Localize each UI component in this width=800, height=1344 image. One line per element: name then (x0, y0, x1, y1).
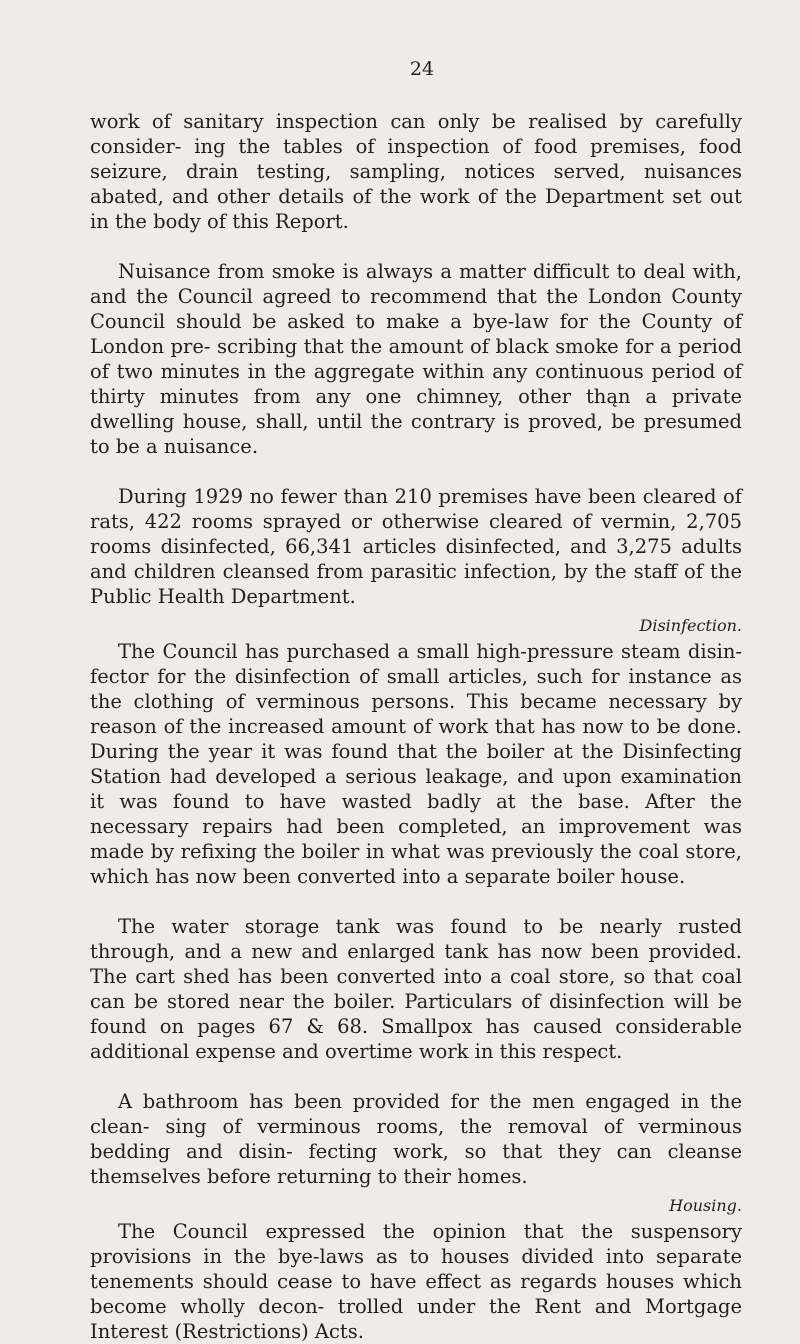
paragraph-spacer (90, 459, 742, 484)
paragraph-water-tank: The water storage tank was found to be nearly rusted through, and a new and enlarged tank has now been provided. The cart shed has been converted into a coal store, so that coal can be stored near the boiler. Particulars of disinfection will be found on pages 67 & 68. Smallpox has caused considerable additional expense and overtime work in this respect. (90, 915, 742, 1063)
paragraph-spacer (90, 234, 742, 259)
paragraph-spacer (90, 889, 742, 914)
side-heading-housing: Housing. (669, 1196, 742, 1215)
page-number: 24 (409, 58, 435, 80)
paragraph-smoke-nuisance: Nuisance from smoke is always a matter difficult to deal with, and the Council agreed to recommend that the London County Council should be asked to make a bye-law for the County of London pre- scribing that the amount of black smoke for a period of two minutes in the aggregate within any continuous period of thirty minutes from any one chimney, other thąn a private dwelling house, shall, until the contrary is proved, be presumed to be a nuisance. (90, 260, 742, 458)
paragraph-spacer (90, 1064, 742, 1089)
side-heading-disinfection: Disinfection. (639, 616, 742, 635)
paragraph-bathroom: A bathroom has been provided for the men engaged in the clean- sing of verminous rooms, the removal of verminous bedding and disin- fecting work, so that they can cleanse themselves before returning to their homes. (90, 1090, 742, 1188)
paragraph-steam-disinfector: The Council has purchased a small high-pressure steam disin- fector for the disinfection of small articles, such for instance as the clothing of verminous persons. This became necessary by reason of the increased amount of work that has now to be done. During the year it was found that the boiler at the Disinfecting Station had developed a serious leakage, and upon examination it was found to have wasted badly at the base. After the necessary repairs had been completed, an improvement was made by refixing the boiler in what was previously the coal store, which has now been converted into a separate boiler house. (90, 640, 742, 888)
paragraph-suspensory-provisions: The Council expressed the opinion that the suspensory provisions in the bye-laws as to houses divided into separate tenements should cease to have effect as regards houses which become wholly decon- trolled under the Rent and Mortgage Interest (Restrictions) Acts. (90, 1220, 742, 1343)
paragraph-sanitary-inspection: work of sanitary inspection can only be realised by carefully consider- ing the tables of inspection of food premises, food seizure, drain testing, sampling, notices served, nuisances abated, and other details of the work of the Department set out in the body of this Report. (90, 110, 742, 233)
paragraph-premises-cleared: During 1929 no fewer than 210 premises have been cleared of rats, 422 rooms sprayed or otherwise cleared of vermin, 2,705 rooms disinfected, 66,341 articles disinfected, and 3,275 adults and children cleansed from parasitic infection, by the staff of the Public Health Department. (90, 485, 742, 608)
